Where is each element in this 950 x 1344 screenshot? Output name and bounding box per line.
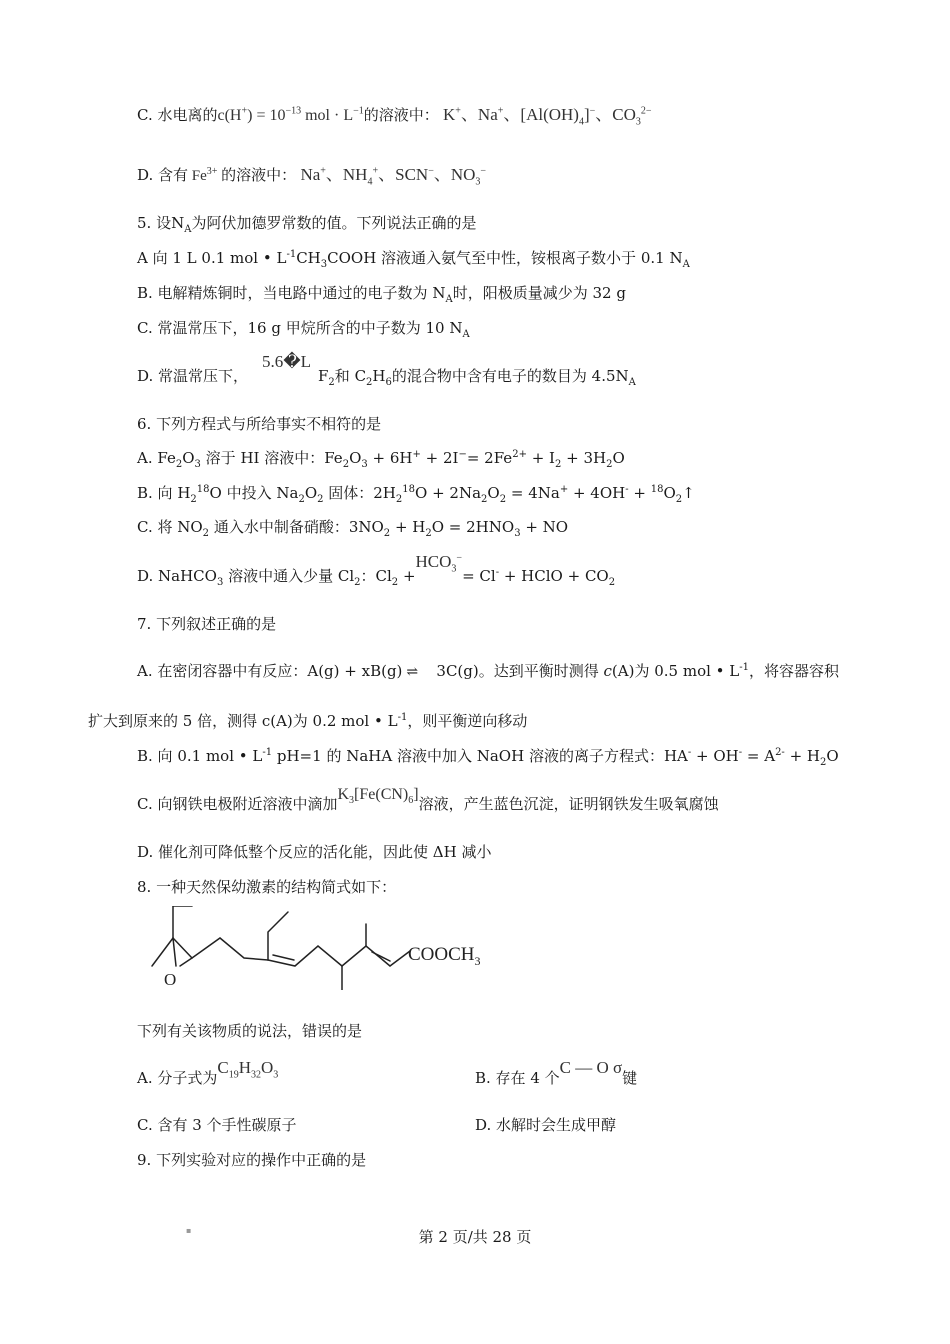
q5a-text3: COOH 溶液通入氨气至中性，铵根离子数小于 0.1 N bbox=[327, 249, 683, 267]
q9-stem: 9. 下列实验对应的操作中正确的是 bbox=[137, 1151, 367, 1169]
q8-stem: 8. 一种天然保幼激素的结构简式如下： bbox=[137, 878, 397, 896]
ring-oxygen: O bbox=[164, 970, 177, 989]
q5d-text-a: D. 常温常压下， bbox=[137, 367, 249, 385]
juvenile-hormone-structure bbox=[140, 906, 500, 990]
q7-option-a: A. 在密闭容器中有反应：A(g) + xB(g) ⇌ 3C(g)。达到平衡时测得 c(A)为 0.5 mol • $L^{-1}$，将容器容积 bbox=[137, 662, 840, 680]
ethyl-branch bbox=[268, 912, 288, 960]
q5-text: 5. 设N bbox=[137, 214, 185, 232]
q4c-ions: K+、Na+、$[Al(OH)_4]^-$、$CO_3^{2-}$ bbox=[438, 105, 652, 128]
q7a-wrap-text2: ，则平衡逆向移动 bbox=[407, 712, 528, 730]
q7-option-d: D. 催化剂可降低整个反应的活化能，因此使 ΔH 减小 bbox=[137, 843, 492, 861]
footer-mark: ▪ bbox=[186, 1226, 192, 1235]
q7-option-b: B. 向 0.1 mol • $L^{-1}$ pH=1 的 NaHA 溶液中加入 NaOH 溶液的离子方程式：$HA^- + OH^- = A^{2-} + H_2O$ bbox=[137, 747, 839, 768]
q5a-text2: CH bbox=[296, 249, 321, 267]
q5-stem: 5. 设$N_A$为阿伏加德罗常数的值。下列说法正确的是 bbox=[137, 214, 477, 235]
q5-tail: 为阿伏加德罗常数的值。下列说法正确的是 bbox=[191, 214, 477, 232]
q5d-h: H bbox=[372, 367, 386, 385]
q5d-c: 和 C bbox=[334, 367, 367, 385]
q8-option-c: C. 含有 3 个手性碳原子 bbox=[137, 1116, 297, 1134]
q7c-ferricyanide: $K_3[Fe(CN)_6]$ bbox=[337, 786, 419, 807]
q8-question: 下列有关该物质的说法，错误的是 bbox=[137, 1022, 363, 1040]
q7c-text-a: C. 向钢铁电极附近溶液中滴加 bbox=[137, 795, 338, 813]
q4d-fe: $Fe^{3+}$ bbox=[188, 166, 218, 184]
q8b-text-b: 键 bbox=[622, 1069, 638, 1087]
q4-option-c bbox=[137, 105, 652, 126]
q4d-text-b: 的溶液中： bbox=[221, 166, 297, 184]
double-bond-1 bbox=[273, 955, 294, 960]
chain-bonds-3 bbox=[342, 946, 410, 966]
q4d-text-a: D. 含有 bbox=[137, 166, 189, 184]
q8-option-a bbox=[137, 1058, 279, 1088]
q5c-text: C. 常温常压下，16 g 甲烷所含的中子数为 10 N bbox=[137, 319, 463, 337]
q5b-text2: 时，阳极质量减少为 32 g bbox=[452, 284, 626, 302]
double-bond-2 bbox=[372, 952, 390, 961]
q5a-text: A 向 1 L 0.1 mol • L bbox=[137, 249, 287, 267]
q6-option-b: B. 向 $H_2^{18}O$ 中投入 $Na_2O_2$ 固体：$2H_2^{18}O + 2Na_2O_2 = 4Na^+ + 4OH^-$ + $^{18}O_2↑$ bbox=[137, 484, 695, 505]
ester-label: $COOCH_3$ bbox=[408, 944, 481, 968]
chain-bonds bbox=[192, 938, 268, 960]
q7-stem: 7. 下列叙述正确的是 bbox=[137, 615, 277, 633]
q4c-text-b: 的溶液中： bbox=[363, 106, 439, 124]
q7a-wrap-text: 扩大到原来的 5 倍，测得 c(A)为 0.2 mol • L bbox=[88, 712, 398, 730]
q4c-text-a: C. 水电离的 bbox=[137, 106, 218, 124]
q5b-text: B. 电解精炼铜时，当电路中通过的电子数为 N bbox=[137, 284, 446, 302]
ring-co-left bbox=[173, 938, 176, 966]
q4c-formula-ch: $c(H^+) = 10^{-13}$ mol · $L^{-1}$ bbox=[217, 105, 364, 124]
q8-option-d: D. 水解时会生成甲醇 bbox=[475, 1116, 617, 1134]
ring-co-right bbox=[180, 958, 192, 966]
page-footer: 第 2 页/共 28 页 bbox=[418, 1228, 532, 1246]
q6d-hco3: $HCO_3^-$ bbox=[415, 552, 463, 575]
ring-cc-bond bbox=[173, 938, 192, 958]
q6-option-a: A. $Fe_2O_3$ 溶于 HI 溶液中：$Fe_2O_3 + 6H^+ + 2I^-= 2Fe^{2+} + I_2 + 3H_2O$ bbox=[137, 449, 625, 470]
q4d-ions: Na+、$NH_4^+$、SCN−、$NO_3^-$ bbox=[296, 165, 487, 188]
q5d-volume: 5.6�L bbox=[262, 352, 312, 371]
q5d-rest: $F_2$和 $C_2H_6$的混合物中含有电子的数目为 $4.5N_A$ bbox=[318, 367, 636, 388]
q5-option-c: C. 常温常压下，16 g 甲烷所含的中子数为 10 $N_A$ bbox=[137, 319, 470, 340]
q8-option-b bbox=[475, 1058, 638, 1088]
q7c-text-b: 溶液，产生蓝色沉淀，证明钢铁发生吸氧腐蚀 bbox=[418, 795, 719, 813]
methyl-left-bond bbox=[152, 938, 173, 966]
q5d-f: F bbox=[318, 367, 329, 385]
q8b-bond: C — O σ bbox=[559, 1058, 623, 1077]
q5-option-d bbox=[137, 366, 248, 386]
q6-option-c: C. 将 $NO_2$ 通入水中制备硝酸：$3NO_2 + H_2O = 2HNO_3$ + NO bbox=[137, 518, 569, 539]
q5-option-b: B. 电解精炼铜时，当电路中通过的电子数为 $N_A$时，阳极质量减少为 32 g bbox=[137, 284, 626, 305]
q6-stem: 6. 下列方程式与所给事实不相符的是 bbox=[137, 415, 382, 433]
q8a-formula: $C_{19}H_{32}O_3$ bbox=[217, 1058, 279, 1081]
q8b-text-a: B. 存在 4 个 bbox=[475, 1069, 560, 1087]
q4-option-d bbox=[137, 165, 486, 186]
q8a-text: A. 分子式为 bbox=[137, 1069, 218, 1087]
q5-option-a: A 向 1 L 0.1 mol • $L^{-1}CH_3COOH$ 溶液通入氨气至中性，铵根离子数小于 0.1 $N_A$ bbox=[137, 249, 690, 270]
q7-option-a-wrap: 扩大到原来的 5 倍，测得 c(A)为 0.2 mol • $L^{-1}$，则平衡逆向移动 bbox=[88, 712, 528, 730]
q5d-tail: 的混合物中含有电子的数目为 4.5N bbox=[391, 367, 629, 385]
q7-option-c bbox=[137, 786, 719, 815]
q6-option-d: D. NaHCO$_3$ 溶液中通入少量 $Cl_2$：$Cl_2 +HCO_3^-= Cl^-$ + HClO + $CO_2$ bbox=[137, 552, 616, 588]
